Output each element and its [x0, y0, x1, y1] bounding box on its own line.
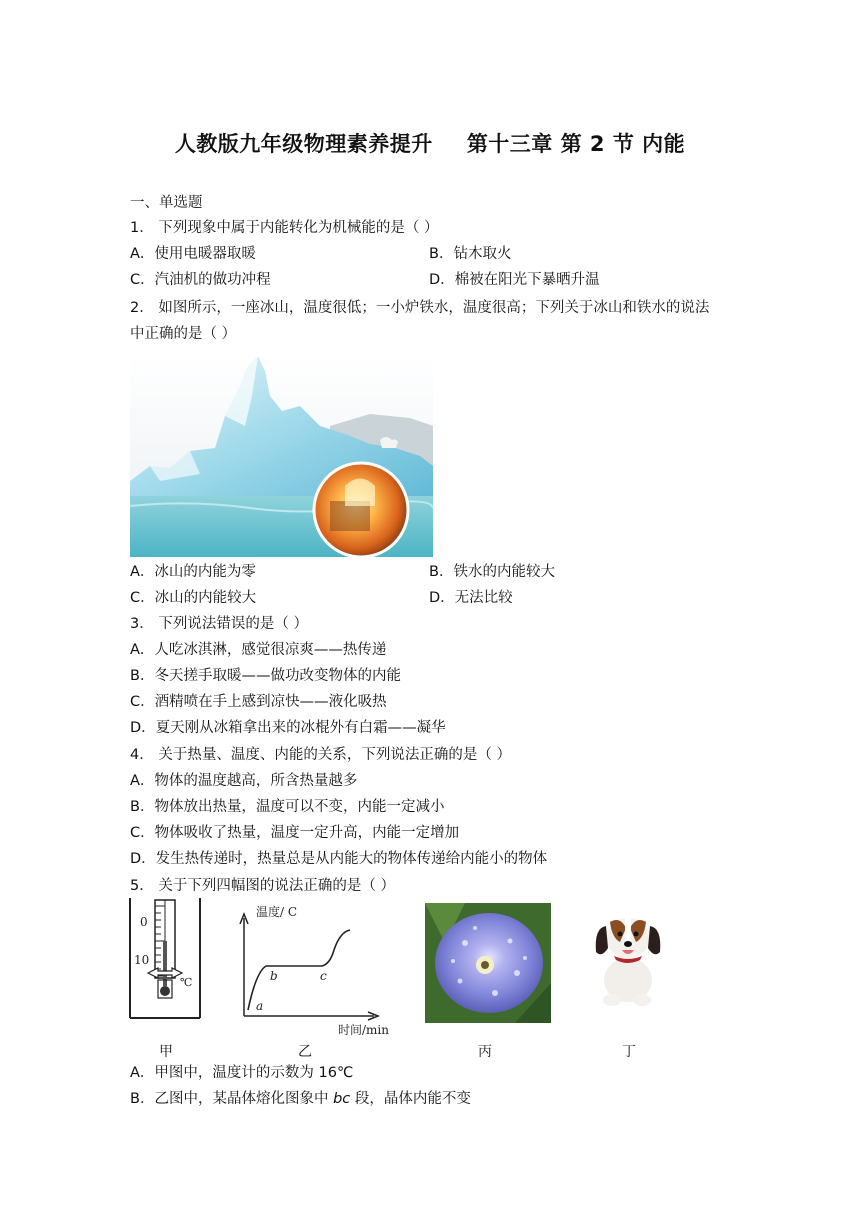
iceberg-molten-iron-photo — [130, 356, 433, 557]
melting-graph-figure — [234, 902, 410, 1040]
question-3-option-c: C．酒精喷在手上感到凉快——液化吸热 — [130, 694, 387, 710]
question-5-option-b-segment: bc — [333, 1091, 351, 1107]
graph-x-label: 时间/min — [338, 1023, 389, 1037]
question-3-stem: 3． 下列说法错误的是（ ） — [130, 616, 308, 632]
graph-point-c: c — [320, 969, 327, 983]
question-1-stem: 1． 下列现象中属于内能转化为机械能的是（ ） — [130, 220, 439, 236]
question-2-option-d: D．无法比较 — [429, 590, 513, 606]
caption-ding: 丁 — [622, 1044, 636, 1060]
title-right: 第十三章 第 2 节 内能 — [466, 132, 686, 156]
question-1-option-a: A．使用电暖器取暖 — [130, 246, 256, 262]
question-4-option-a: A．物体的温度越高，所含热量越多 — [130, 773, 358, 789]
question-1-option-c: C．汽油机的做功冲程 — [130, 272, 271, 288]
question-5-option-b-pre: B．乙图中，某晶体熔化图象中 — [130, 1091, 334, 1107]
title-left: 人教版九年级物理素养提升 — [174, 132, 433, 156]
caption-bing: 丙 — [478, 1044, 492, 1060]
caption-yi: 乙 — [298, 1044, 312, 1060]
question-2-option-a: A．冰山的内能为零 — [130, 564, 256, 580]
graph-point-a: a — [256, 999, 264, 1013]
question-2-stem-line1: 2． 如图所示，一座冰山，温度很低；一小炉铁水，温度很高；下列关于冰山和铁水的说法 — [130, 300, 710, 316]
thermometer-figure — [128, 898, 206, 1020]
question-1-option-b: B．钻木取火 — [429, 246, 512, 262]
thermometer-tick-10: 10 — [134, 953, 150, 967]
question-5-option-b — [130, 1089, 471, 1109]
question-2-option-b: B．铁水的内能较大 — [429, 564, 555, 580]
question-3-option-b: B．冬天搓手取暖——做功改变物体的内能 — [130, 668, 401, 684]
question-5-option-b-post: 段，晶体内能不变 — [350, 1091, 471, 1107]
thermometer-unit: ℃ — [180, 976, 193, 989]
puppy-photo — [590, 908, 666, 1008]
graph-point-b: b — [270, 969, 278, 983]
question-4-option-c: C．物体吸收了热量，温度一定升高，内能一定增加 — [130, 825, 460, 841]
question-5-option-a: A．甲图中，温度计的示数为 16℃ — [130, 1065, 354, 1081]
question-3-option-a: A．人吃冰淇淋，感觉很凉爽——热传递 — [130, 642, 387, 658]
question-1-option-d: D．棉被在阳光下暴晒升温 — [429, 272, 600, 288]
question-3-option-d: D．夏天刚从冰箱拿出来的冰棍外有白霜——凝华 — [130, 720, 446, 736]
graph-y-label: 温度/ C — [256, 905, 298, 919]
question-4-option-d: D．发生热传递时，热量总是从内能大的物体传递给内能小的物体 — [130, 851, 548, 867]
question-5-stem: 5． 关于下列四幅图的说法正确的是（ ） — [130, 878, 395, 894]
section-heading: 一、单选题 — [130, 195, 203, 211]
page-title — [0, 128, 860, 158]
question-4-stem: 4． 关于热量、温度、内能的关系，下列说法正确的是（ ） — [130, 747, 511, 763]
thermometer-tick-0: 0 — [140, 915, 148, 929]
question-4-option-b: B．物体放出热量，温度可以不变，内能一定减小 — [130, 799, 445, 815]
question-2-stem-line2: 中正确的是（ ） — [130, 326, 237, 342]
caption-jia: 甲 — [159, 1044, 173, 1060]
flower-photo — [425, 903, 551, 1023]
question-2-option-c: C．冰山的内能较大 — [130, 590, 257, 606]
